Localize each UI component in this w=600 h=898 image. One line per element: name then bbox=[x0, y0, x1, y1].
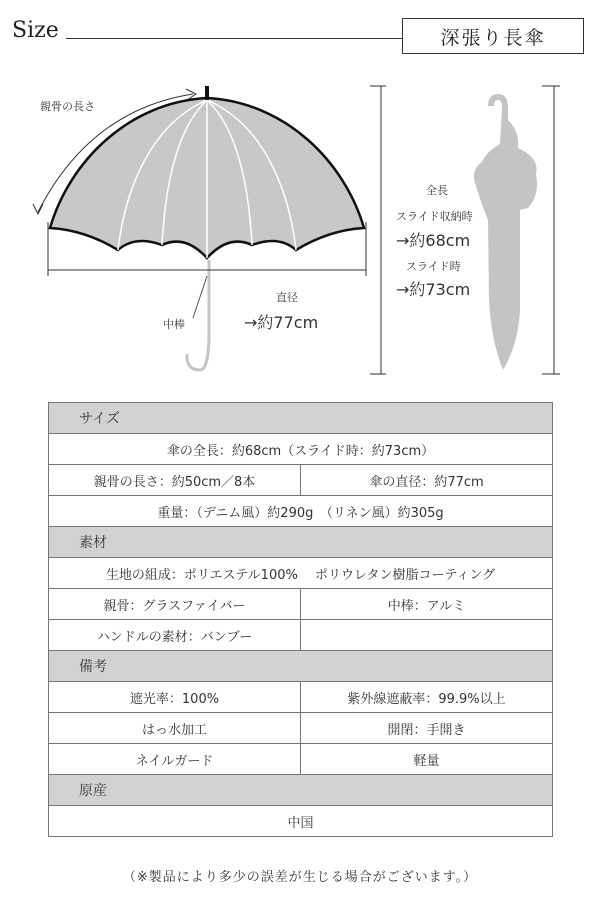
opening-type-cell: 開閉：手開き bbox=[301, 713, 553, 744]
slide-open-label: スライド時 bbox=[406, 260, 461, 273]
spec-table bbox=[48, 402, 553, 837]
slide-closed-label: スライド収納時 bbox=[396, 210, 473, 223]
rib-material-cell: 親骨：グラスファイバー bbox=[49, 589, 301, 620]
shaft-label: 中棒 bbox=[163, 318, 185, 331]
lightweight-cell: 軽量 bbox=[301, 744, 553, 775]
size-section-header: サイズ bbox=[49, 403, 553, 434]
table-row bbox=[49, 682, 553, 713]
table-row bbox=[49, 775, 553, 806]
table-row bbox=[49, 434, 553, 465]
umbrella-type-title: 深張り長傘 bbox=[402, 18, 584, 54]
rib-length-cell: 親骨の長さ：約50cm／8本 bbox=[49, 465, 301, 496]
open-umbrella-shaft bbox=[187, 260, 209, 370]
water-repellent-cell: はっ水加工 bbox=[49, 713, 301, 744]
diameter-label: 直径 bbox=[276, 291, 298, 304]
total-length-label: 全長 bbox=[426, 184, 448, 197]
shading-rate-cell: 遮光率：100% bbox=[49, 682, 301, 713]
shaft-material-cell: 中棒：アルミ bbox=[301, 589, 553, 620]
table-row bbox=[49, 713, 553, 744]
closed-umbrella bbox=[474, 94, 537, 370]
table-row bbox=[49, 403, 553, 434]
diameter-value: →約77cm bbox=[244, 313, 319, 332]
rib-length-label: 親骨の長さ bbox=[40, 100, 95, 113]
table-row bbox=[49, 465, 553, 496]
table-row bbox=[49, 496, 553, 527]
material-section-header: 素材 bbox=[49, 527, 553, 558]
size-heading: Size bbox=[12, 18, 59, 43]
fabric-cell: 生地の組成：ポリエステル100% ポリウレタン樹脂コーティング bbox=[49, 558, 553, 589]
total-length-cell: 傘の全長：約68cm（スライド時：約73cm） bbox=[49, 434, 553, 465]
handle-material-cell: ハンドルの素材：バンブー bbox=[49, 620, 301, 651]
shaft-pointer bbox=[193, 276, 207, 318]
notes-section-header: 備考 bbox=[49, 651, 553, 682]
table-row bbox=[49, 806, 553, 837]
table-row bbox=[49, 651, 553, 682]
diameter-cell: 傘の直径：約77cm bbox=[301, 465, 553, 496]
uv-shielding-cell: 紫外線遮蔽率：99.9%以上 bbox=[301, 682, 553, 713]
slide-open-value: →約73cm bbox=[396, 280, 471, 299]
size-diagram bbox=[0, 70, 600, 390]
table-row bbox=[49, 589, 553, 620]
heading-rule bbox=[66, 38, 402, 39]
empty-cell bbox=[301, 620, 553, 651]
umbrella-tip bbox=[205, 86, 209, 100]
table-row bbox=[49, 744, 553, 775]
origin-section-header: 原産 bbox=[49, 775, 553, 806]
table-row bbox=[49, 527, 553, 558]
footnote: （※製品により多少の誤差が生じる場合がございます。） bbox=[122, 870, 478, 885]
origin-cell: 中国 bbox=[49, 806, 553, 837]
table-row bbox=[49, 558, 553, 589]
nail-guard-cell: ネイルガード bbox=[49, 744, 301, 775]
weight-cell: 重量：（デニム風）約290g （リネン風）約305g bbox=[49, 496, 553, 527]
slide-closed-value: →約68cm bbox=[396, 231, 471, 250]
table-row bbox=[49, 620, 553, 651]
